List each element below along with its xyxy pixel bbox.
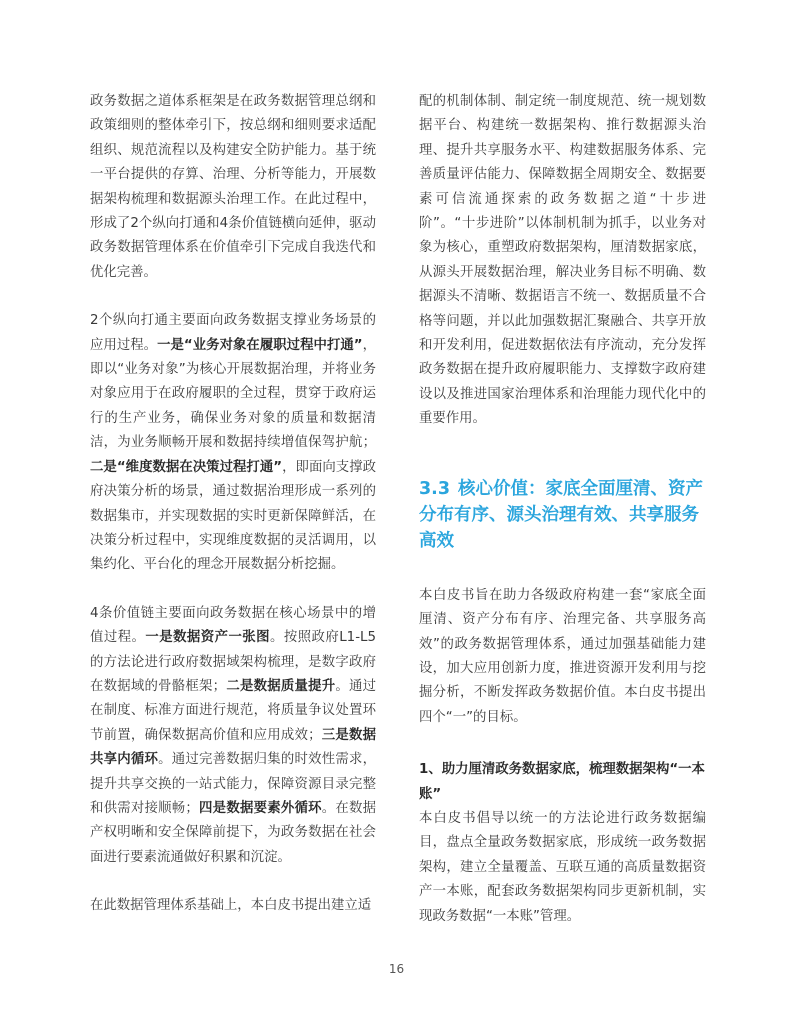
paragraph-value-chains (90, 602, 376, 870)
text-run: ，即面向支撑政府决策分析的场景，通过数据治理形成一系列的数据集市，并实现数据的实时更新保障鲜活，在决策分析过程中，实现维度数据的灵活调用，以集约化、平台化的理念开展数据分析挖掘。 (90, 459, 377, 573)
text-run: 。通过在制度、标准方面进行规范，将质量争议处置环节前置，确保数据高价值和应用成效； (90, 678, 377, 743)
bold-run: 四是数据要素外循环 (198, 800, 322, 816)
paragraph-whitepaper-goal: 本白皮书旨在助力各级政府构建一套“家底全面厘清、资产分布有序、治理完备、共享服务高效”的政务数据管理体系，通过加强基础能力建设，加大应用创新力度，推进资源开发利用与挖掘分析，不断发挥政务数据价值。本白皮书提出四个“一”的目标。 (419, 587, 706, 725)
paragraph-ten-steps: 配的机制体制、制定统一制度规范、统一规划数据平台、构建统一数据架构、推行数据源头治理、提升共享服务水平、构建数据服务体系、完善质量评估能力、保障数据全周期安全、数据要素可信流通探索的政务数据之道“十步进阶”。“十步进阶”以体制机制为抓手，以业务对象为核心，重塑政府数据架构，厘清数据家底，从源头开展数据治理，解决业务目标不明确、数据源头不清晰、数据语言不统一、数据质量不合格等问题，并以此加强数据汇聚融合、共享开放和开发利用，促进数据依法有序流动，充分发挥政务数据在提升政府履职能力、支撑数字政府建设以及推进国家治理体系和治理能力现代化中的重要作用。 (419, 94, 706, 427)
page-number: 16 (388, 962, 405, 976)
bold-run: 一是“业务对象在履职过程中打通” (157, 337, 363, 353)
text-run: 4条价值链主要面向政务数据在核心场景中的增值过程。 (90, 605, 376, 646)
text-run: 。在数据产权明晰和安全保障前提下，为政务数据在社会面进行要素流通做好积累和沉淀。 (90, 800, 377, 865)
section-heading (419, 476, 706, 554)
subsection-heading: 1、助力厘清政务数据家底，梳理数据架构“一本账” (419, 762, 705, 802)
section-title: 核心价值：家底全面厘清、资产分布有序、源头治理有效、共享服务高效 (419, 478, 704, 551)
bold-run: 二是“维度数据在决策过程打通” (90, 459, 283, 475)
bold-run: 一是数据资产一张图 (145, 630, 270, 646)
paragraph-vertical-integration (90, 309, 376, 577)
paragraph-continued: 在此数据管理体系基础上，本白皮书提出建立适 (90, 898, 372, 914)
right-column (419, 90, 706, 929)
text-run: ，即以“业务对象”为核心开展数据治理，并将业务对象应用于在政府履职的全过程，贯穿于政府运行的生产业务，确保业务对象的质量和数据清洁，为业务顺畅开展和数据持续增值保驾护航； (90, 337, 376, 451)
text-run: 2个纵向打通主要面向政务数据支撑业务场景的应用过程。 (90, 313, 376, 353)
bold-run: 二是数据质量提升 (226, 678, 336, 694)
paragraph-framework: 政务数据之道体系框架是在政务数据管理总纲和政策细则的整体牵引下，按总纲和细则要求适配组织、规范流程以及构建安全防护能力。基于统一平台提供的存算、治理、分析等能力，开展数据架构梳理和数据源头治理工作。在此过程中，形成了2个纵向打通和4条价值链横向延伸，驱动政务数据管理体系在价值牵引下完成自我迭代和优化完善。 (90, 94, 376, 280)
text-run: 。通过完善数据归集的时效性需求，提升共享交换的一站式能力，保障资源目录完整和供需对接顺畅； (90, 752, 377, 816)
bold-run: 三是数据共享内循环 (90, 727, 377, 768)
left-column (90, 90, 376, 919)
text-run: 。按照政府L1-L5的方法论进行政府数据域架构梳理，是数字政府在数据域的骨骼框架； (90, 630, 377, 694)
paragraph-one-ledger: 本白皮书倡导以统一的方法论进行政务数据编目，盘点全量政务数据家底，形成统一政务数据架构，建立全量覆盖、互联互通的高质量数据资产一本账，配套政务数据架构同步更新机制，实现政务数据“一本账”管理。 (419, 810, 706, 924)
section-number: 3.3 (419, 478, 451, 499)
